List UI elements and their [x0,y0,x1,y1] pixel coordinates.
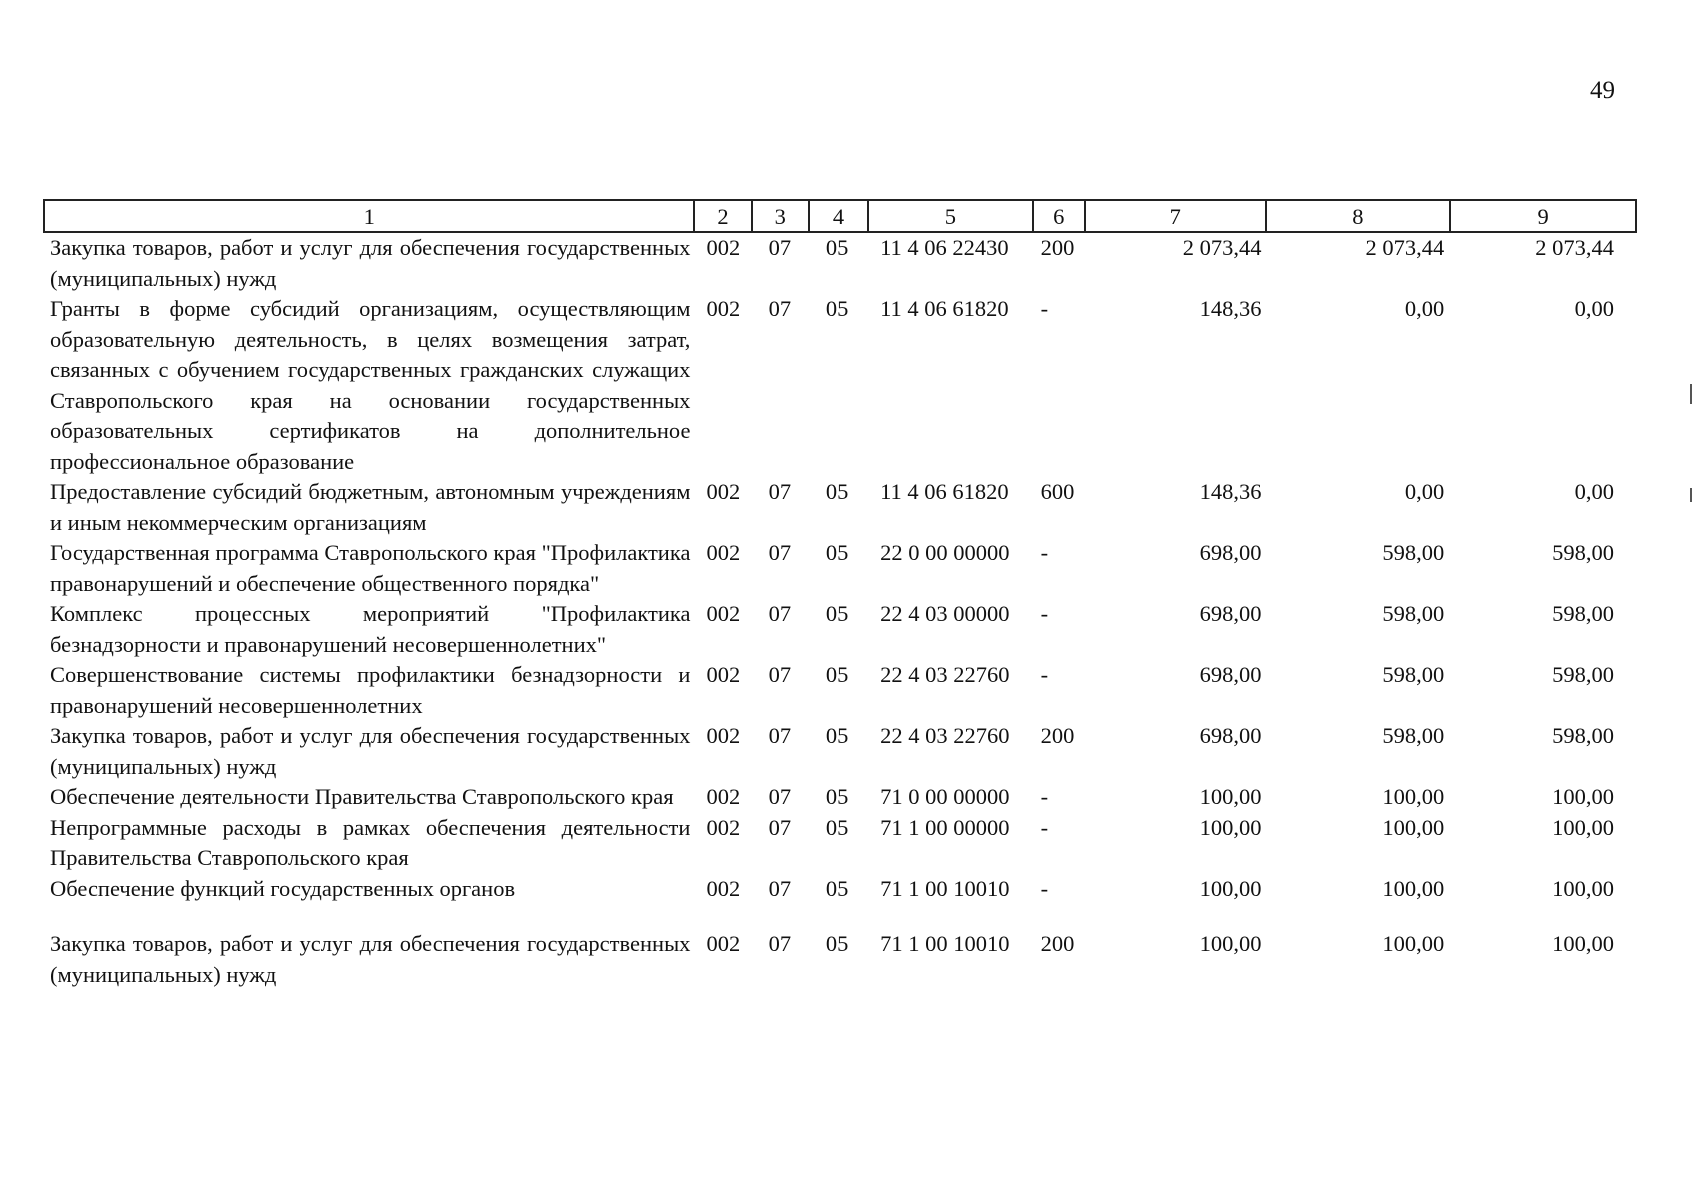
row-target-article: 71 0 00 00000 [880,784,1010,809]
row-name: Непрограммные расходы в рамках обеспечения деятельности Правительства Ставропольского края [50,814,691,870]
row-amount-col9: 598,00 [1552,662,1614,687]
table-row [44,782,1636,813]
table-header [44,200,1636,232]
row-name: Комплекс процессных мероприятий "Профилактика безнадзорности и правонарушений несовершеннолетних" [50,601,691,657]
header-cell-1: 1 [44,200,694,232]
row-ministry-code: 002 [706,601,741,626]
row-section-code: 07 [768,875,792,901]
row-section-code: 07 [768,296,792,321]
row-ministry-code: 002 [706,540,741,565]
row-amount-col9: 598,00 [1552,601,1614,626]
row-target-article: 71 1 00 00000 [880,814,1010,840]
row-target-article: 11 4 06 22430 [880,235,1009,260]
row-subsection-code: 05 [825,875,849,901]
row-name: Гранты в форме субсидий организациям, осуществляющим образовательную деятельность, в целях возмещения затрат, связанных с обучением государственных гражданских служащих Ставропольского края на основании государственных образовательных сертификатов на дополнительное профессиональное образование [50,296,691,474]
row-name: Закупка товаров, работ и услуг для обеспечения государственных (муниципальных) нужд [50,723,691,779]
row-amount-col8: 2 073,44 [1365,235,1445,260]
row-target-article: 11 4 06 61820 [880,479,1009,504]
table-row [44,660,1636,721]
table-row [44,294,1636,477]
header-row [44,200,1636,232]
header-cell-5: 5 [868,200,1033,232]
row-expense-type: - [1040,540,1049,565]
row-amount-col8: 100,00 [1382,931,1445,956]
row-amount-col7: 698,00 [1199,662,1262,687]
row-amount-col8: 598,00 [1382,540,1445,565]
row-subsection-code: 05 [825,784,849,809]
row-amount-col8: 0,00 [1404,296,1445,321]
row-section-code: 07 [768,931,792,956]
table-row [44,477,1636,538]
row-ministry-code: 002 [706,235,741,260]
row-amount-col7: 698,00 [1199,601,1262,626]
row-expense-type: 200 [1040,723,1075,748]
row-amount-col9: 598,00 [1552,540,1614,565]
row-amount-col7: 100,00 [1199,814,1262,840]
row-amount-col8: 598,00 [1382,662,1445,687]
header-cell-9: 9 [1450,200,1636,232]
row-section-code: 07 [768,814,792,840]
table-row [44,874,1636,905]
budget-table-container [43,199,1637,990]
row-expense-type: 600 [1040,479,1075,504]
row-expense-type: 200 [1040,931,1075,956]
row-section-code: 07 [768,479,792,504]
row-amount-col9: 100,00 [1552,784,1614,809]
table-row [44,599,1636,660]
header-cell-6: 6 [1033,200,1085,232]
row-expense-type: 200 [1040,235,1075,260]
table-row [44,721,1636,782]
header-cell-7: 7 [1085,200,1266,232]
row-amount-col7: 698,00 [1199,540,1262,565]
row-amount-col7: 100,00 [1199,875,1262,901]
row-name: Закупка товаров, работ и услуг для обеспечения государственных (муниципальных) нужд [50,235,691,291]
row-amount-col9: 100,00 [1552,931,1614,956]
row-subsection-code: 05 [825,814,849,840]
row-section-code: 07 [768,601,792,626]
row-expense-type: - [1040,601,1049,626]
row-ministry-code: 002 [706,814,741,840]
row-target-article: 71 1 00 10010 [880,875,1010,901]
row-amount-col7: 100,00 [1199,784,1262,809]
row-amount-col8: 100,00 [1382,875,1445,901]
row-subsection-code: 05 [825,723,849,748]
row-amount-col8: 598,00 [1382,723,1445,748]
table-body [44,232,1636,990]
row-ministry-code: 002 [706,296,741,321]
row-target-article: 22 4 03 22760 [880,662,1010,687]
header-cell-8: 8 [1266,200,1451,232]
page-number: 49 [1590,77,1615,104]
row-amount-col7: 148,36 [1199,296,1262,321]
row-ministry-code: 002 [706,784,741,809]
row-section-code: 07 [768,723,792,748]
row-expense-type: - [1040,296,1049,321]
row-target-article: 11 4 06 61820 [880,296,1009,321]
header-cell-3: 3 [752,200,809,232]
row-name: Закупка товаров, работ и услуг для обеспечения государственных (муниципальных) нужд [50,931,691,987]
row-amount-col7: 2 073,44 [1182,235,1262,260]
row-ministry-code: 002 [706,662,741,687]
row-subsection-code: 05 [825,296,849,321]
table-row [44,904,1636,990]
row-name: Предоставление субсидий бюджетным, автономным учреждениям и иным некоммерческим организациям [50,479,691,535]
scan-margin-mark [1690,488,1692,502]
row-amount-col8: 100,00 [1382,814,1445,840]
table-row [44,538,1636,599]
row-section-code: 07 [768,540,792,565]
row-amount-col9: 100,00 [1552,814,1614,840]
row-target-article: 22 0 00 00000 [880,540,1010,565]
row-subsection-code: 05 [825,540,849,565]
row-section-code: 07 [768,662,792,687]
row-target-article: 22 4 03 00000 [880,601,1010,626]
header-cell-2: 2 [694,200,751,232]
row-name: Государственная программа Ставропольского края "Профилактика правонарушений и обеспечение общественного порядка" [50,540,691,596]
row-amount-col7: 100,00 [1199,931,1262,956]
row-ministry-code: 002 [706,479,741,504]
row-amount-col9: 0,00 [1574,296,1614,321]
row-ministry-code: 002 [706,723,741,748]
row-section-code: 07 [768,235,792,260]
table-row [44,232,1636,294]
row-subsection-code: 05 [825,479,849,504]
header-cell-4: 4 [809,200,868,232]
row-name: Совершенствование системы профилактики безнадзорности и правонарушений несовершеннолетних [50,662,691,718]
row-amount-col8: 598,00 [1382,601,1445,626]
row-expense-type: - [1040,662,1049,687]
table-row [44,813,1636,874]
row-ministry-code: 002 [706,931,741,956]
row-target-article: 22 4 03 22760 [880,723,1010,748]
row-section-code: 07 [768,784,792,809]
row-expense-type: - [1040,784,1049,809]
scan-margin-mark [1690,384,1692,404]
row-amount-col7: 698,00 [1199,723,1262,748]
row-subsection-code: 05 [825,601,849,626]
row-target-article: 71 1 00 10010 [880,931,1010,956]
row-name: Обеспечение деятельности Правительства Ставропольского края [50,784,674,809]
row-subsection-code: 05 [825,662,849,687]
row-expense-type: - [1040,875,1049,901]
row-amount-col8: 0,00 [1404,479,1445,504]
row-amount-col8: 100,00 [1382,784,1445,809]
row-name: Обеспечение функций государственных органов [50,875,516,901]
row-amount-col9: 100,00 [1552,875,1614,901]
row-amount-col9: 598,00 [1552,723,1614,748]
row-expense-type: - [1040,814,1049,840]
row-amount-col7: 148,36 [1199,479,1262,504]
row-subsection-code: 05 [825,235,849,260]
row-amount-col9: 2 073,44 [1535,235,1614,260]
row-amount-col9: 0,00 [1574,479,1614,504]
row-ministry-code: 002 [706,875,741,901]
budget-table [43,199,1637,990]
row-subsection-code: 05 [825,931,849,956]
